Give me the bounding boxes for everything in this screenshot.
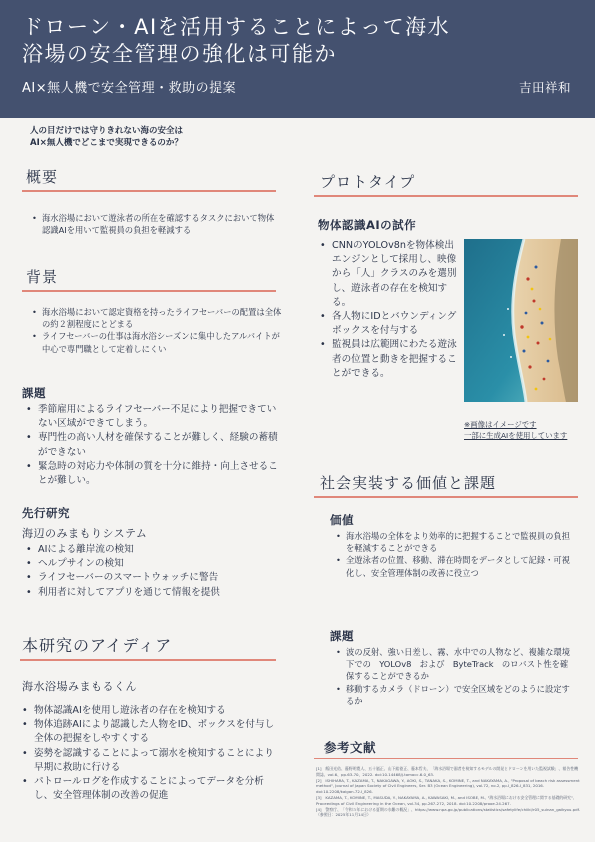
image-note-line-2: 一部に生成AIを使用しています [464,430,568,440]
prototype-item: • 監視員は広範囲にわたる遊泳者の位置と動きを把握することができる。 [320,338,460,381]
background-item: • ライフセーバーの仕事は海水浴シーズンに集中したアルバイトが中心で専門職として定着しにくい [32,330,282,354]
value-item: • 全遊泳者の位置、移動、滞在時間をデータとして記録・可視化し、安全管理体制の改善に役立つ [336,554,576,578]
lead-line-1: 人の目だけでは守りきれない海の安全は [30,126,184,136]
issues-item: • 緊急時の対応力や体制の質を十分に維持・向上させることが難しい。 [26,460,282,488]
prior-research-item: • ライフセーバーのスマートウォッチに警告 [26,571,282,585]
background-divider [22,290,276,292]
image-disclaimer-note [464,420,567,441]
background-list [32,306,282,355]
prior-research-item: • AIによる離岸流の検知 [26,543,282,557]
poster-title [22,14,582,68]
social-issues-heading: 課題 [330,629,354,643]
prior-research-heading: 先行研究 [22,506,70,520]
social-implementation-heading: 社会実装する価値と課題 [320,474,497,492]
references-heading: 参考文献 [324,740,377,755]
prototype-subheading: 物体認識AIの試作 [318,218,417,232]
social-issues-list [336,646,576,707]
prototype-list [320,239,460,381]
value-list [336,530,576,579]
poster-title-line2: 浴場の安全管理の強化は可能か [22,42,337,66]
overview-heading: 概要 [26,168,59,186]
prior-research-item: • 利用者に対してアプリを通じて情報を提供 [26,586,282,600]
author-name: 吉田祥和 [518,80,571,95]
social-issues-item: • 移動するカメラ（ドローン）で安全区域をどのように設定するか [336,683,576,707]
overview-list [32,212,280,236]
social-implementation-divider [314,496,578,498]
idea-item: • パトロールログを作成することによってデータを分析し、安全管理体制の改善の促進 [22,775,278,803]
lead-question [30,125,300,149]
reference-item: [2] ISHIHARA, T., KAZAMA, T., NAKAGAWA, Y., AOKI, S., TANAKA, S., KOMINE, T., and NAKAYAMA, A., "Proposal of beach risk assessment method", Journal of Japan Society of Civil Engineers, Ser. B3 (Ocean Engineering), vol.72, no.2, pp.I_826-I_831, 2016. doi:10.2208/kaigan.72.I_826. [316,777,580,795]
references-list [316,766,580,818]
idea-heading: 本研究のアイディア [22,636,173,655]
issues-item: • 専門性の高い人材を確保することが難しく、経験の蓄積ができない [26,431,282,459]
issues-heading: 課題 [22,386,46,400]
issues-item: • 季節雇用によるライフセーバー不足により把握できていない区域ができてしまう。 [26,403,282,431]
background-item: • 海水浴場において認定資格を持ったライフセーバーの配置は全体の約２割程度にとどまる [32,306,282,330]
image-note-line-1: ※画像はイメージです [464,420,537,429]
poster-title-line1: ドローン・AIを活用することによって海水 [22,15,451,39]
idea-subheading: 海水浴場みまもるくん [22,680,137,693]
reference-item: [3] KAZAMA, T., KOMINE, T., MASUDA, Y., NAKAYAMA, A., KAWASAKI, M., and ISOBE, M., "海水浴場における安全管理に関する基礎的研究", Proceedings of Civil Engineering in the Ocean, vol.34, pp.267-272, 2018. doi:10.2208/prooe.24.267. [316,794,575,806]
lead-line-2: AI×無人機でどこまで実現できるのか？ [30,138,183,148]
beach-aerial-photo [464,239,578,402]
overview-divider [22,190,276,192]
overview-item: • 海水浴場において遊泳者の所在を確認するタスクにおいて物体認識AIを用いて監視員の負担を軽減する [32,212,280,236]
social-issues-item: • 波の反射、強い日差し、霧、水中での人物など、複雑な環境下での YOLOv8 および ByteTrack のロバスト性を確保することができるか [336,646,576,683]
idea-item: • 姿勢を認識することによって溺水を検知することにより早期に救助に行ける [22,747,278,775]
prior-research-list [26,543,282,600]
prototype-divider [314,195,578,197]
reference-item: [4] 警察庁、「令和５年における夏期の水難の概況」、https://www.npa.go.jp/publications/statistics/safetylife/chiiki/r05_suinan_gaikyou.pdf.（参照日：2025年11月14日） [316,806,580,818]
prototype-item: • 各人物にIDとバウンディングボックスを付与する [320,310,460,338]
value-heading: 価値 [330,513,354,527]
idea-list [22,704,278,803]
idea-divider [20,659,276,661]
background-heading: 背景 [26,268,59,286]
idea-item: • 物体追跡AIにより認識した人物をID、ボックスを付与し全体の把握をしやすくする [22,718,278,746]
idea-item: • 物体認識AIを使用し遊泳者の存在を検知する [22,704,278,718]
poster-header [0,0,595,118]
beach-aerial-illustration [464,239,578,402]
prior-research-item: • ヘルプサインの検知 [26,557,282,571]
prior-research-subheading: 海辺のみまもりシステム [22,527,148,540]
prototype-item: • CNNのYOLOv8nを物体検出エンジンとして採用し、映像から「人」クラスのみを選別し、遊泳者の存在を検知する。 [320,239,460,310]
references-divider [314,758,578,759]
issues-list [26,403,282,488]
poster-subtitle: AI×無人機で安全管理・救助の提案 [22,81,237,96]
reference-item: [1] 飯田光佑、藤野明寛人、五十嵐正、山下総徳正、藤本哲夫、「海水浴場で溺者を検知するモデルの開発とドローンを用いた監視試験」、報告性機関誌、vol.6、pp.63-70、2022. doi:10.14468/j.tomocc.6.0_63. [316,766,579,777]
value-item: • 海水浴場の全体をより効率的に把握することで監視員の負担を軽減することができる [336,530,576,554]
prototype-heading: プロトタイプ [320,173,416,191]
